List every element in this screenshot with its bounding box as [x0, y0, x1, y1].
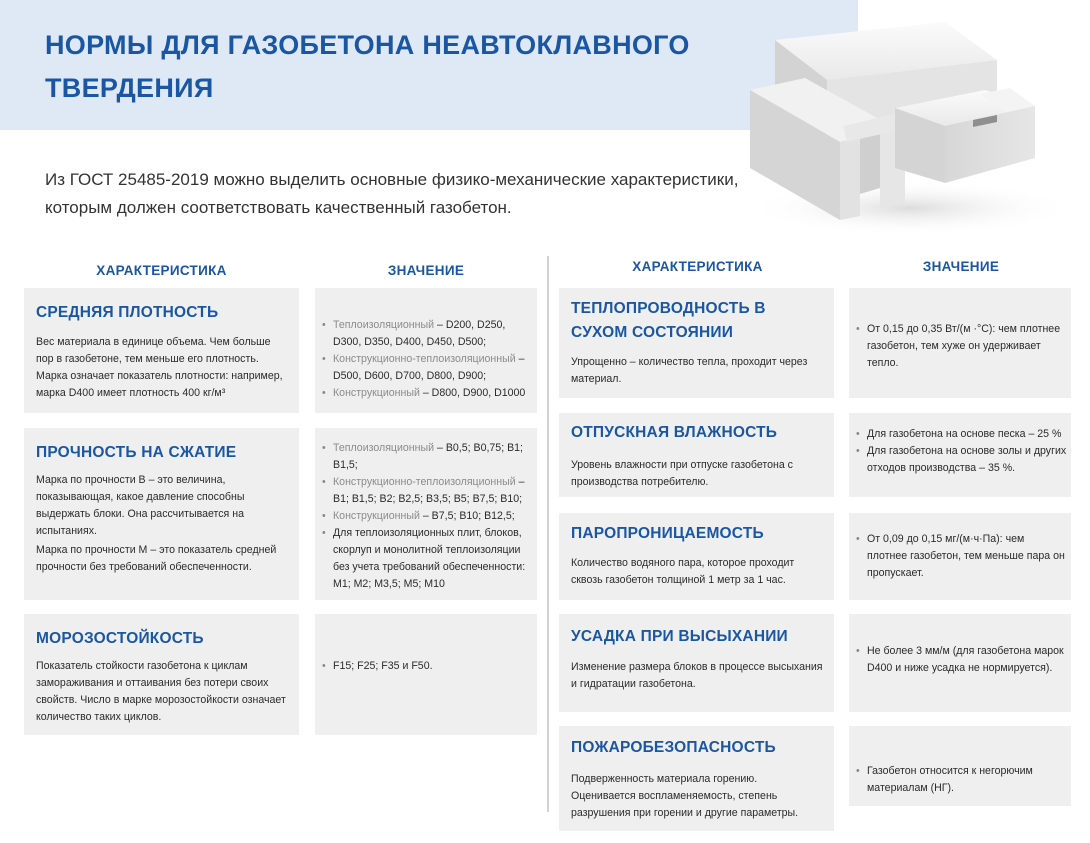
left-header-value: ЗНАЧЕНИЕ [387, 263, 465, 278]
value-card-compressive-strength [315, 428, 537, 600]
value-card-frost-resistance [315, 614, 537, 735]
characteristic-description: Подверженность материала горению. Оценивается воспламеняемость, степень разрушения при горении и другие параметры. [571, 773, 799, 819]
value-card-thermal-conductivity [849, 288, 1071, 398]
characteristic-description: Марка по прочности В – это величина, показывающая, какое давление способны выдержать блоки. Она рассчитывается на испытаниях. [36, 474, 245, 537]
value-item: • Конструкционный – D800, D900, D1000 [322, 385, 533, 402]
characteristic-card-release-moisture [559, 413, 834, 497]
characteristic-card-density [24, 288, 299, 413]
characteristic-description: Уровень влажности при отпуске газобетона с производства потребителю. [571, 459, 793, 488]
characteristic-card-frost-resistance [24, 614, 299, 735]
characteristic-card-vapor-permeability [559, 513, 834, 600]
value-item: • Не более 3 мм/м (для газобетона марок D400 и ниже усадка не нормируется). [856, 643, 1067, 677]
characteristic-description: Марка по прочности М – это показатель средней прочности без требований обеспеченности. [36, 544, 277, 573]
value-card-fire-safety [849, 726, 1071, 806]
characteristic-title: ПОЖАРОБЕЗОПАСНОСТЬ [571, 739, 776, 756]
value-item: • Газобетон относится к негорючим материалам (НГ). [856, 763, 1067, 797]
value-card-density [315, 288, 537, 413]
value-item: • Для газобетона на основе золы и других отходов производства – 35 %. [856, 443, 1067, 477]
characteristic-description: Количество водяного пара, которое проходит сквозь газобетон толщиной 1 метр за 1 час. [571, 557, 795, 586]
value-item: • Конструкционно-теплоизоляционный – В1; В1,5; В2; В2,5; В3,5; В5; В7,5; В10; [322, 474, 533, 508]
characteristic-title: ПАРОПРОНИЦАЕМОСТЬ [571, 525, 764, 542]
characteristic-title: ПРОЧНОСТЬ НА СЖАТИЕ [36, 444, 237, 461]
value-item: • Конструкционный – В7,5; В10; В12,5; [322, 508, 533, 525]
left-header-characteristic: ХАРАКТЕРИСТИКА [96, 263, 227, 278]
value-item: • Конструкционно-теплоизоляционный – D500, D600, D700, D800, D900; [322, 351, 533, 385]
value-item: • От 0,15 до 0,35 Вт/(м ·°С): чем плотнее газобетон, тем хуже он удерживает тепло. [856, 321, 1067, 372]
characteristic-description: Показатель стойкости газобетона к циклам замораживания и оттаивания без потери своих свойств. Число в марке морозостойкости означает количество таких циклов. [36, 660, 286, 723]
characteristic-title: СРЕДНЯЯ ПЛОТНОСТЬ [36, 304, 219, 321]
characteristic-title: МОРОЗОСТОЙКОСТЬ [36, 630, 204, 647]
value-item: • Для теплоизоляционных плит, блоков, скорлуп и монолитной теплоизоляции без учета требований обеспеченности: М1; М2; М3,5; М5; М10 [322, 525, 533, 593]
value-item: • Теплоизоляционный – D200, D250, D300, D350, D400, D450, D500; [322, 317, 533, 351]
value-item: • Теплоизоляционный – В0,5; В0,75; В1; В1,5; [322, 440, 533, 474]
value-item: • Для газобетона на основе песка – 25 % [856, 426, 1067, 443]
characteristic-card-drying-shrinkage [559, 614, 834, 712]
value-item: • От 0,09 до 0,15 мг/(м·ч·Па): чем плотнее газобетон, тем меньше пара он пропускает. [856, 531, 1067, 582]
value-card-drying-shrinkage [849, 614, 1071, 712]
characteristic-description: Изменение размера блоков в процессе высыхания и гидратации газобетона. [571, 661, 823, 690]
characteristic-description: Вес материала в единице объема. Чем больше пор в газобетоне, тем меньше его плотность. Марка означает показатель плотности: например, марка D400 имеет плотность 400 кг/м³ [36, 336, 283, 399]
characteristic-card-thermal-conductivity [559, 288, 834, 398]
page-title: НОРМЫ ДЛЯ ГАЗОБЕТОНА НЕАВТОКЛАВНОГО ТВЕРДЕНИЯ [45, 30, 690, 103]
characteristic-description: Упрощенно – количество тепла, проходит через материал. [571, 356, 808, 385]
characteristic-card-compressive-strength [24, 428, 299, 600]
characteristic-title: ТЕПЛОПРОВОДНОСТЬ В СУХОМ СОСТОЯНИИ [571, 300, 766, 341]
concrete-blocks-illustration [735, 8, 1065, 238]
characteristic-title: ОТПУСКНАЯ ВЛАЖНОСТЬ [571, 424, 778, 441]
column-divider [547, 256, 549, 812]
value-card-release-moisture [849, 413, 1071, 497]
characteristic-card-fire-safety [559, 726, 834, 831]
value-card-vapor-permeability [849, 513, 1071, 600]
value-item: • F15; F25; F35 и F50. [322, 658, 533, 675]
characteristic-title: УСАДКА ПРИ ВЫСЫХАНИИ [571, 628, 788, 645]
intro-text: Из ГОСТ 25485-2019 можно выделить основные физико-механические характеристики, которым должен соответствовать качественный газобетон. [45, 170, 739, 217]
right-header-value: ЗНАЧЕНИЕ [922, 259, 1000, 274]
right-header-characteristic: ХАРАКТЕРИСТИКА [632, 259, 763, 274]
